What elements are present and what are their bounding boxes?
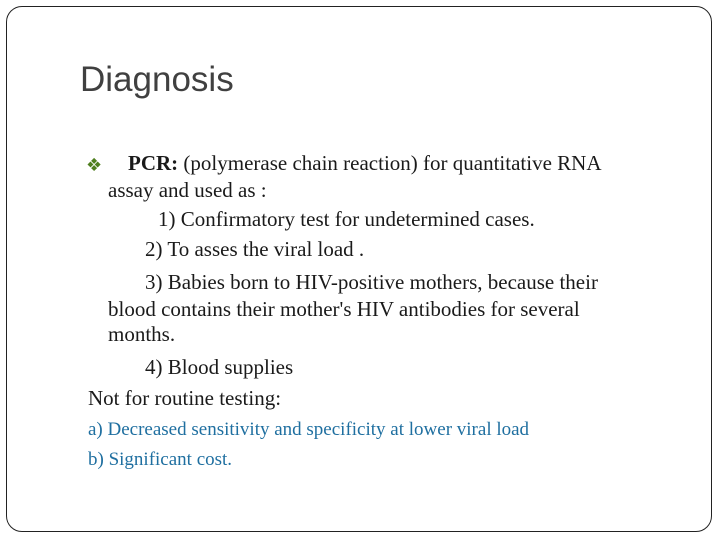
- pcr-label: PCR:: [128, 151, 179, 175]
- use-item-2: 2) To asses the viral load .: [145, 237, 365, 261]
- use-item-3-cont-1: blood contains their mother's HIV antibodies for several: [108, 297, 580, 321]
- pcr-line-1: [128, 153, 602, 174]
- pcr-definition: (polymerase chain reaction) for quantitative RNA: [183, 151, 602, 175]
- pcr-line-2: assay and used as :: [108, 178, 267, 202]
- use-item-4: 4) Blood supplies: [145, 355, 294, 379]
- reason-a: a) Decreased sensitivity and specificity at lower viral load: [88, 419, 530, 440]
- diamond-bullet-icon: ❖: [86, 155, 103, 176]
- use-item-3-cont-2: months.: [108, 322, 176, 346]
- not-routine-heading: Not for routine testing:: [88, 386, 282, 410]
- reason-b: b) Significant cost.: [88, 449, 233, 470]
- slide-title: Diagnosis: [80, 60, 234, 99]
- use-item-3: 3) Babies born to HIV-positive mothers, because their: [145, 270, 598, 294]
- use-item-1: 1) Confirmatory test for undetermined cases.: [158, 207, 535, 231]
